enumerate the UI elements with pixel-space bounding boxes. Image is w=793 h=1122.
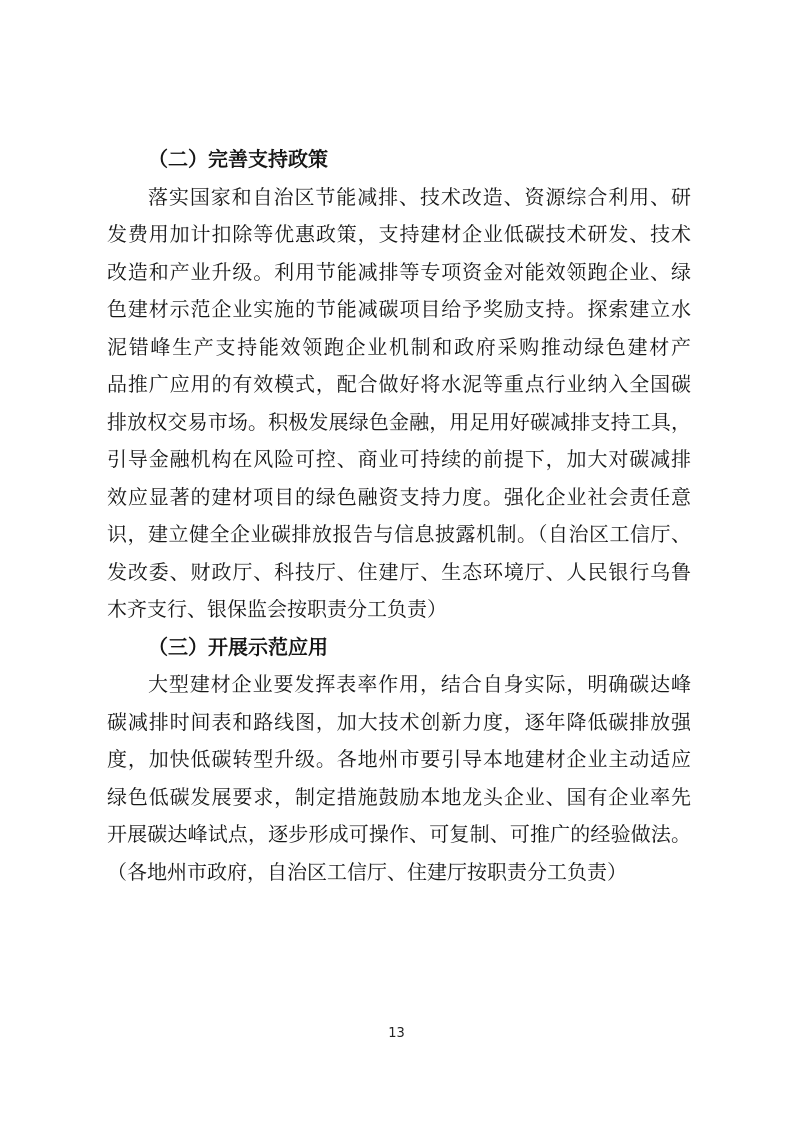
paragraph-line: 效应显著的建材项目的绿色融资支持力度。强化企业社会责任意 xyxy=(107,484,691,509)
paragraph-line: 排放权交易市场。积极发展绿色金融，用足用好碳减排支持工具， xyxy=(107,409,691,434)
paragraph-line: 发改委、财政厅、科技厅、住建厅、生态环境厅、人民银行乌鲁 xyxy=(107,559,691,584)
page-number: 13 xyxy=(388,1026,405,1041)
paragraph-line: （各地州市政府，自治区工信厅、住建厅按职责分工负责） xyxy=(107,859,627,884)
paragraph-line: 木齐支行、银保监会按职责分工负责） xyxy=(107,597,447,621)
paragraph-line: 发费用加计扣除等优惠政策，支持建材企业低碳技术研发、技术 xyxy=(107,222,691,246)
section-heading-2: （二）完善支持政策 xyxy=(148,147,328,171)
paragraph-line: 引导金融机构在风险可控、商业可持续的前提下，加大对碳减排 xyxy=(107,447,691,471)
paragraph-line: 落实国家和自治区节能减排、技术改造、资源综合利用、研 xyxy=(148,184,691,209)
document-body xyxy=(107,141,691,891)
paragraph-line: 绿色低碳发展要求，制定措施鼓励本地龙头企业、国有企业率先 xyxy=(107,784,691,809)
paragraph-line: 改造和产业升级。利用节能减排等专项资金对能效领跑企业、绿 xyxy=(107,259,691,284)
paragraph-line: 识，建立健全企业碳排放报告与信息披露机制。（自治区工信厅、 xyxy=(107,522,691,546)
paragraph-line: 泥错峰生产支持能效领跑企业机制和政府采购推动绿色建材产 xyxy=(107,334,691,359)
paragraph-line: 色建材示范企业实施的节能减碳项目给予奖励支持。探索建立水 xyxy=(107,297,691,321)
paragraph-line: 开展碳达峰试点，逐步形成可操作、可复制、可推广的经验做法。 xyxy=(107,822,691,846)
paragraph-line: 碳减排时间表和路线图，加大技术创新力度，逐年降低碳排放强 xyxy=(107,709,691,734)
paragraph-line: 大型建材企业要发挥表率作用，结合自身实际，明确碳达峰 xyxy=(148,672,691,696)
section-heading-3: （三）开展示范应用 xyxy=(148,634,328,659)
paragraph-line: 度，加快低碳转型升级。各地州市要引导本地建材企业主动适应 xyxy=(107,747,691,771)
paragraph-line: 品推广应用的有效模式，配合做好将水泥等重点行业纳入全国碳 xyxy=(107,372,691,396)
